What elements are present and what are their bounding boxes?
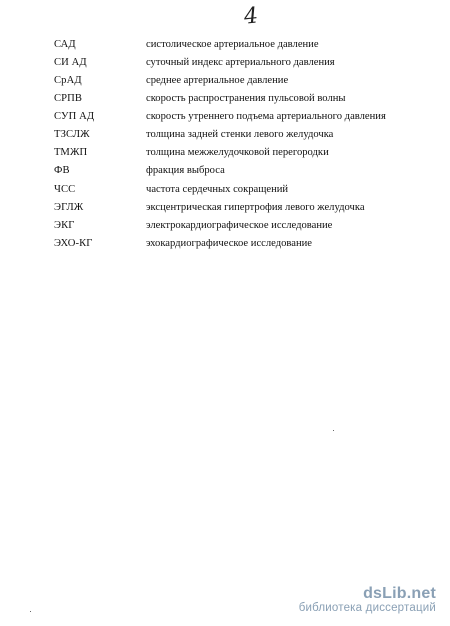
abbreviation-definition: скорость распространения пульсовой волны	[146, 93, 346, 105]
abbreviation-definition: суточный индекс артериального давления	[146, 56, 335, 68]
abbreviation-term: ТЗСЛЖ	[54, 129, 90, 141]
abbreviation-term: ТМЖП	[54, 147, 88, 159]
abbreviation-definition: эхокардиографическое исследование	[146, 237, 312, 249]
abbreviation-definition: систолическое артериальное давление	[146, 38, 319, 50]
abbreviation-list	[54, 36, 414, 253]
watermark-logo: dsLib.net	[363, 584, 436, 602]
abbreviation-row	[54, 90, 414, 108]
abbreviation-row	[54, 36, 414, 54]
abbreviation-row	[54, 235, 414, 253]
abbreviation-term: СрАД	[54, 74, 82, 86]
abbreviation-definition: толщина задней стенки левого желудочка	[146, 129, 334, 141]
watermark-tagline: библиотека диссертаций	[298, 602, 436, 615]
abbreviation-row	[54, 72, 414, 90]
watermark	[299, 585, 436, 616]
abbreviation-term: СУП АД	[54, 111, 95, 123]
abbreviation-row	[54, 199, 414, 217]
abbreviation-term: СИ АД	[54, 56, 87, 68]
abbreviation-term: ЭГЛЖ	[54, 201, 84, 213]
abbreviation-definition: толщина межжелудочковой перегородки	[146, 147, 329, 159]
abbreviation-definition: среднее артериальное давление	[146, 74, 289, 86]
abbreviation-definition: электрокардиографическое исследование	[146, 219, 333, 231]
abbreviation-term: ЭКГ	[54, 219, 75, 231]
abbreviation-row	[54, 126, 414, 144]
abbreviation-row	[54, 108, 414, 126]
abbreviation-term: ЭХО-КГ	[54, 237, 93, 249]
abbreviation-term: САД	[54, 38, 76, 50]
scan-speck	[30, 611, 31, 612]
scan-speck	[333, 430, 334, 431]
abbreviation-row	[54, 181, 414, 199]
abbreviation-definition: скорость утреннего подъема артериального давления	[146, 111, 386, 123]
abbreviation-term: ФВ	[54, 165, 70, 177]
page-number: 4	[242, 3, 260, 30]
abbreviation-definition: эксцентрическая гипертрофия левого желудочка	[146, 201, 365, 213]
abbreviation-row	[54, 145, 414, 163]
abbreviation-term: ЧСС	[54, 183, 76, 195]
abbreviation-term: СРПВ	[54, 93, 83, 105]
abbreviation-definition: частота сердечных сокращений	[146, 183, 289, 195]
abbreviation-row	[54, 163, 414, 181]
abbreviation-row	[54, 54, 414, 72]
abbreviation-definition: фракция выброса	[146, 165, 225, 177]
abbreviation-row	[54, 217, 414, 235]
